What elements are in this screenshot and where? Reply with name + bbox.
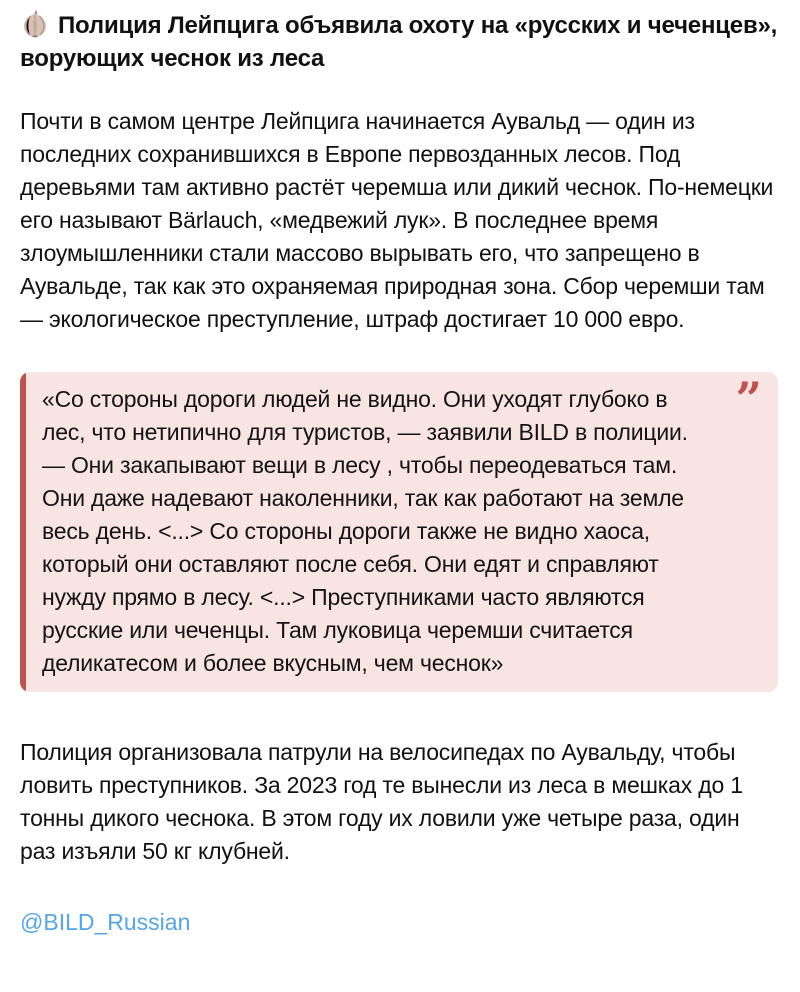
quote-text: «Со стороны дороги людей не видно. Они уходят глубоко в лес, что нетипично для туристов, — заявили BILD в полиции. — Они закапывают вещи в лесу , чтобы переодеваться там. Они даже надевают наколенники, так как работают на земле весь день. <...> Со стороны дороги также не видно хаоса, который они оставляют после себя. Они едят и справляют нужду прямо в лесу. <...> Преступниками часто являются русские или чеченцы. Там луковица черемши считается деликатесом и более вкусным, чем чеснок» <box>42 386 688 676</box>
garlic-emoji-icon <box>20 8 50 38</box>
post-title-text: Полиция Лейпцига объявила охоту на «русских и чеченцев», ворующих чеснок из леса <box>20 12 778 72</box>
quote-mark-icon: ” <box>735 372 762 426</box>
quote-left-bar <box>20 372 26 692</box>
quote-block[interactable] <box>20 372 778 692</box>
post-title <box>20 8 778 75</box>
post-paragraph-1: Почти в самом центре Лейпцига начинается Аувальд — один из последних сохранившихся в Европе первозданных лесов. Под деревьями там активно растёт черемша или дикий чеснок. По-немецки его называют Bärlauch, «медвежий лук». В последнее время злоумышленники стали массово вырывать его, что запрещено в Аувальде, так как это охраняемая природная зона. Сбор черемши там — экологическое преступление, штраф достигает 10 000 евро. <box>20 108 774 332</box>
post-paragraph-2: Полиция организовала патрули на велосипедах по Аувальду, чтобы ловить преступников. За 2023 год те вынесли из леса в мешках до 1 тонны дикого чеснока. В этом году их ловили уже четыре раза, один раз изъяли 50 кг клубней. <box>20 739 743 864</box>
channel-link[interactable]: @BILD_Russian <box>20 909 191 935</box>
